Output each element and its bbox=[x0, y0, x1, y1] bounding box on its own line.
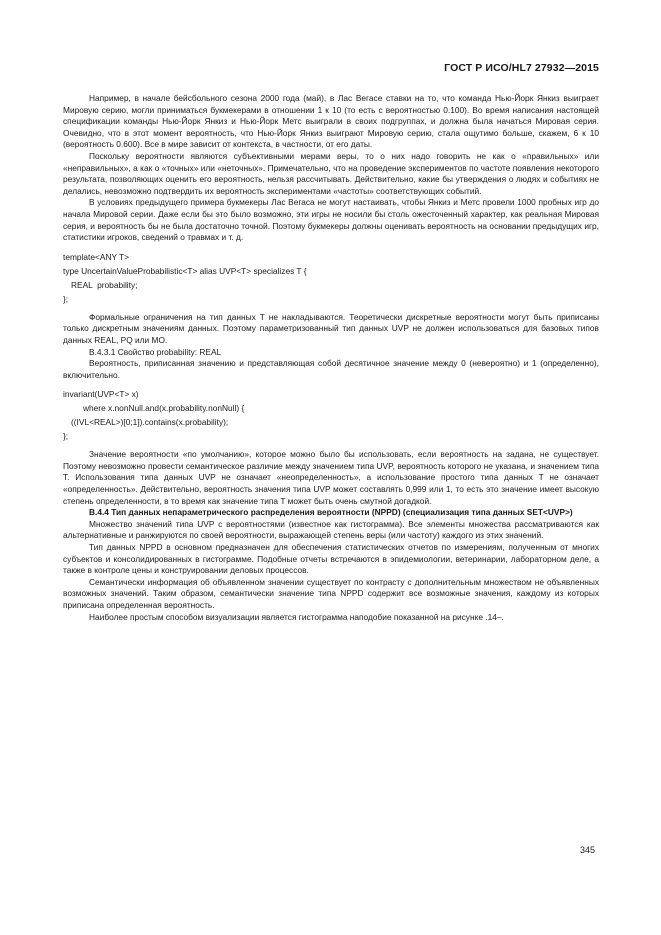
paragraph: В условиях предыдущего примера букмекеры Лас Вегаса не могут настаивать, чтобы Янкиз и Метс провели 1000 пробных игр до начала Мировой серии. Даже если бы это было возможно, эти игры не носили бы столь ожесточенный характер, как реальная Мировая серия, и вероятность бы не была достаточно точной. Поэтому букмекеры должны оценивать вероятность на основании предыдущих игр, статистики игроков, сведений о травмах и т. д. bbox=[63, 197, 599, 243]
section-heading: B.4.3.1 Свойство probability: REAL bbox=[89, 346, 222, 357]
document-header: ГОСТ Р ИСО/HL7 27932—2015 bbox=[444, 62, 599, 74]
page-number: 345 bbox=[580, 845, 596, 855]
code-line: }; bbox=[63, 293, 69, 304]
code-line: }; bbox=[63, 431, 69, 442]
code-line: ((IVL<REAL>)[0;1]).contains(x.probability); bbox=[71, 417, 229, 428]
section-heading: B.4.4 Тип данных непараметрического распределения вероятности (NPPD) (специализация типа данных SET<UVP>) bbox=[89, 507, 573, 518]
code-line: REAL probability; bbox=[71, 279, 138, 290]
paragraph: Множество значений типа UVP с вероятностями (известное как гистограмма). Все элементы множества рассматриваются как альтернативные и ранжируются по своей вероятности, выражающей степень веры (или частоту) каждого из этих значений. bbox=[63, 518, 599, 541]
code-block bbox=[63, 250, 599, 306]
paragraph: Формальные ограничения на тип данных T не накладываются. Теоретически дискретные вероятности могут быть приписаны только дискретным значениям данных. Поэтому параметризованный тип данных UVP не должен использоваться для базовых типов данных REAL, PQ или MO. bbox=[63, 311, 599, 345]
paragraph: Наиболее простым способом визуализации является гистограмма наподобие показанной на рисунке .14–. bbox=[89, 611, 504, 622]
code-block bbox=[63, 387, 599, 443]
paragraph: Значение вероятности «по умолчанию», которое можно было бы использовать, если вероятность на задана, не существует. Поэтому невозможно провести семантическое различие между значением типа UVP, вероятность которого не указана, и значением типа T. Использования типа данных UVP не означает «неопределенность», а использование простого типа данных T не означает «определенность». Действительно, вероятность значения типа UVP может составлять 0,999 или 1, то есть это значение имеет высокую степень определенности, в то время как значение типа T может быть очень смутной догадкой. bbox=[63, 449, 599, 506]
paragraph: Например, в начале бейсбольного сезона 2000 года (май), в Лас Вегасе ставки на то, что команда Нью-Йорк Янкиз выиграет Мировую серию, могли приниматься букмекерами в отношении 1 к 10 (то есть с вероятностью 0.100). Во время написания настоящей спецификации команды Нью-Йорк Янкиз и Нью-Йорк Метс выиграли в своих подгруппах, и должна была начаться Мировая серия. Очевидно, что в этот момент вероятность, что Нью-Йорк Янкиз выиграют Мировую серию, стала ощутимо больше, скажем, 6 к 10 (вероятность 0.600). Все в мире зависит от контекста, в частности, от его даты. bbox=[63, 93, 599, 150]
code-line: where x.nonNull.and(x.probability.nonNull) { bbox=[83, 403, 245, 414]
paragraph: Вероятность, приписанная значению и представляющая собой десятичное значение между 0 (невероятно) и 1 (определенно), включительно. bbox=[63, 358, 599, 380]
code-line: template<ANY T> bbox=[63, 251, 130, 262]
code-line: invariant(UVP<T> x) bbox=[63, 389, 139, 400]
paragraph: Тип данных NPPD в основном предназначен для обеспечения статистических отчетов по измерениям, полученным от многих субъектов и консолидированных в гистограмме. Подобные отчеты встречаются в эпидемиологии, ветеринарии, лабораторном деле, а также в контроле цены и конструировании деловых процессов. bbox=[63, 542, 599, 576]
code-line: type UncertainValueProbabilistic<T> alias UVP<T> specializes T { bbox=[63, 265, 307, 276]
paragraph: Поскольку вероятности являются субъективными мерами веры, то о них надо говорить не как о «правильных» или «неправильных», а как о «точных» или «неточных». Примечательно, что на проведение экспериментов по частоте появления некоторого результата, позволяющих оценить его вероятность, нельзя рассчитывать. Действительно, какие бы утверждения о людях и событиях не делались, невозможно подтвердить их вероятность экспериментами «частоты» соответствующих событий. bbox=[63, 150, 599, 196]
document-body bbox=[63, 93, 599, 623]
paragraph: Семантически информация об объявленном значении существует по контрасту с дополнительным множеством не объявленных возможных значений. Таким образом, семантически значение типа NPPD содержит все возможные значения, каждому из которых приписана определенная вероятность. bbox=[63, 576, 599, 610]
